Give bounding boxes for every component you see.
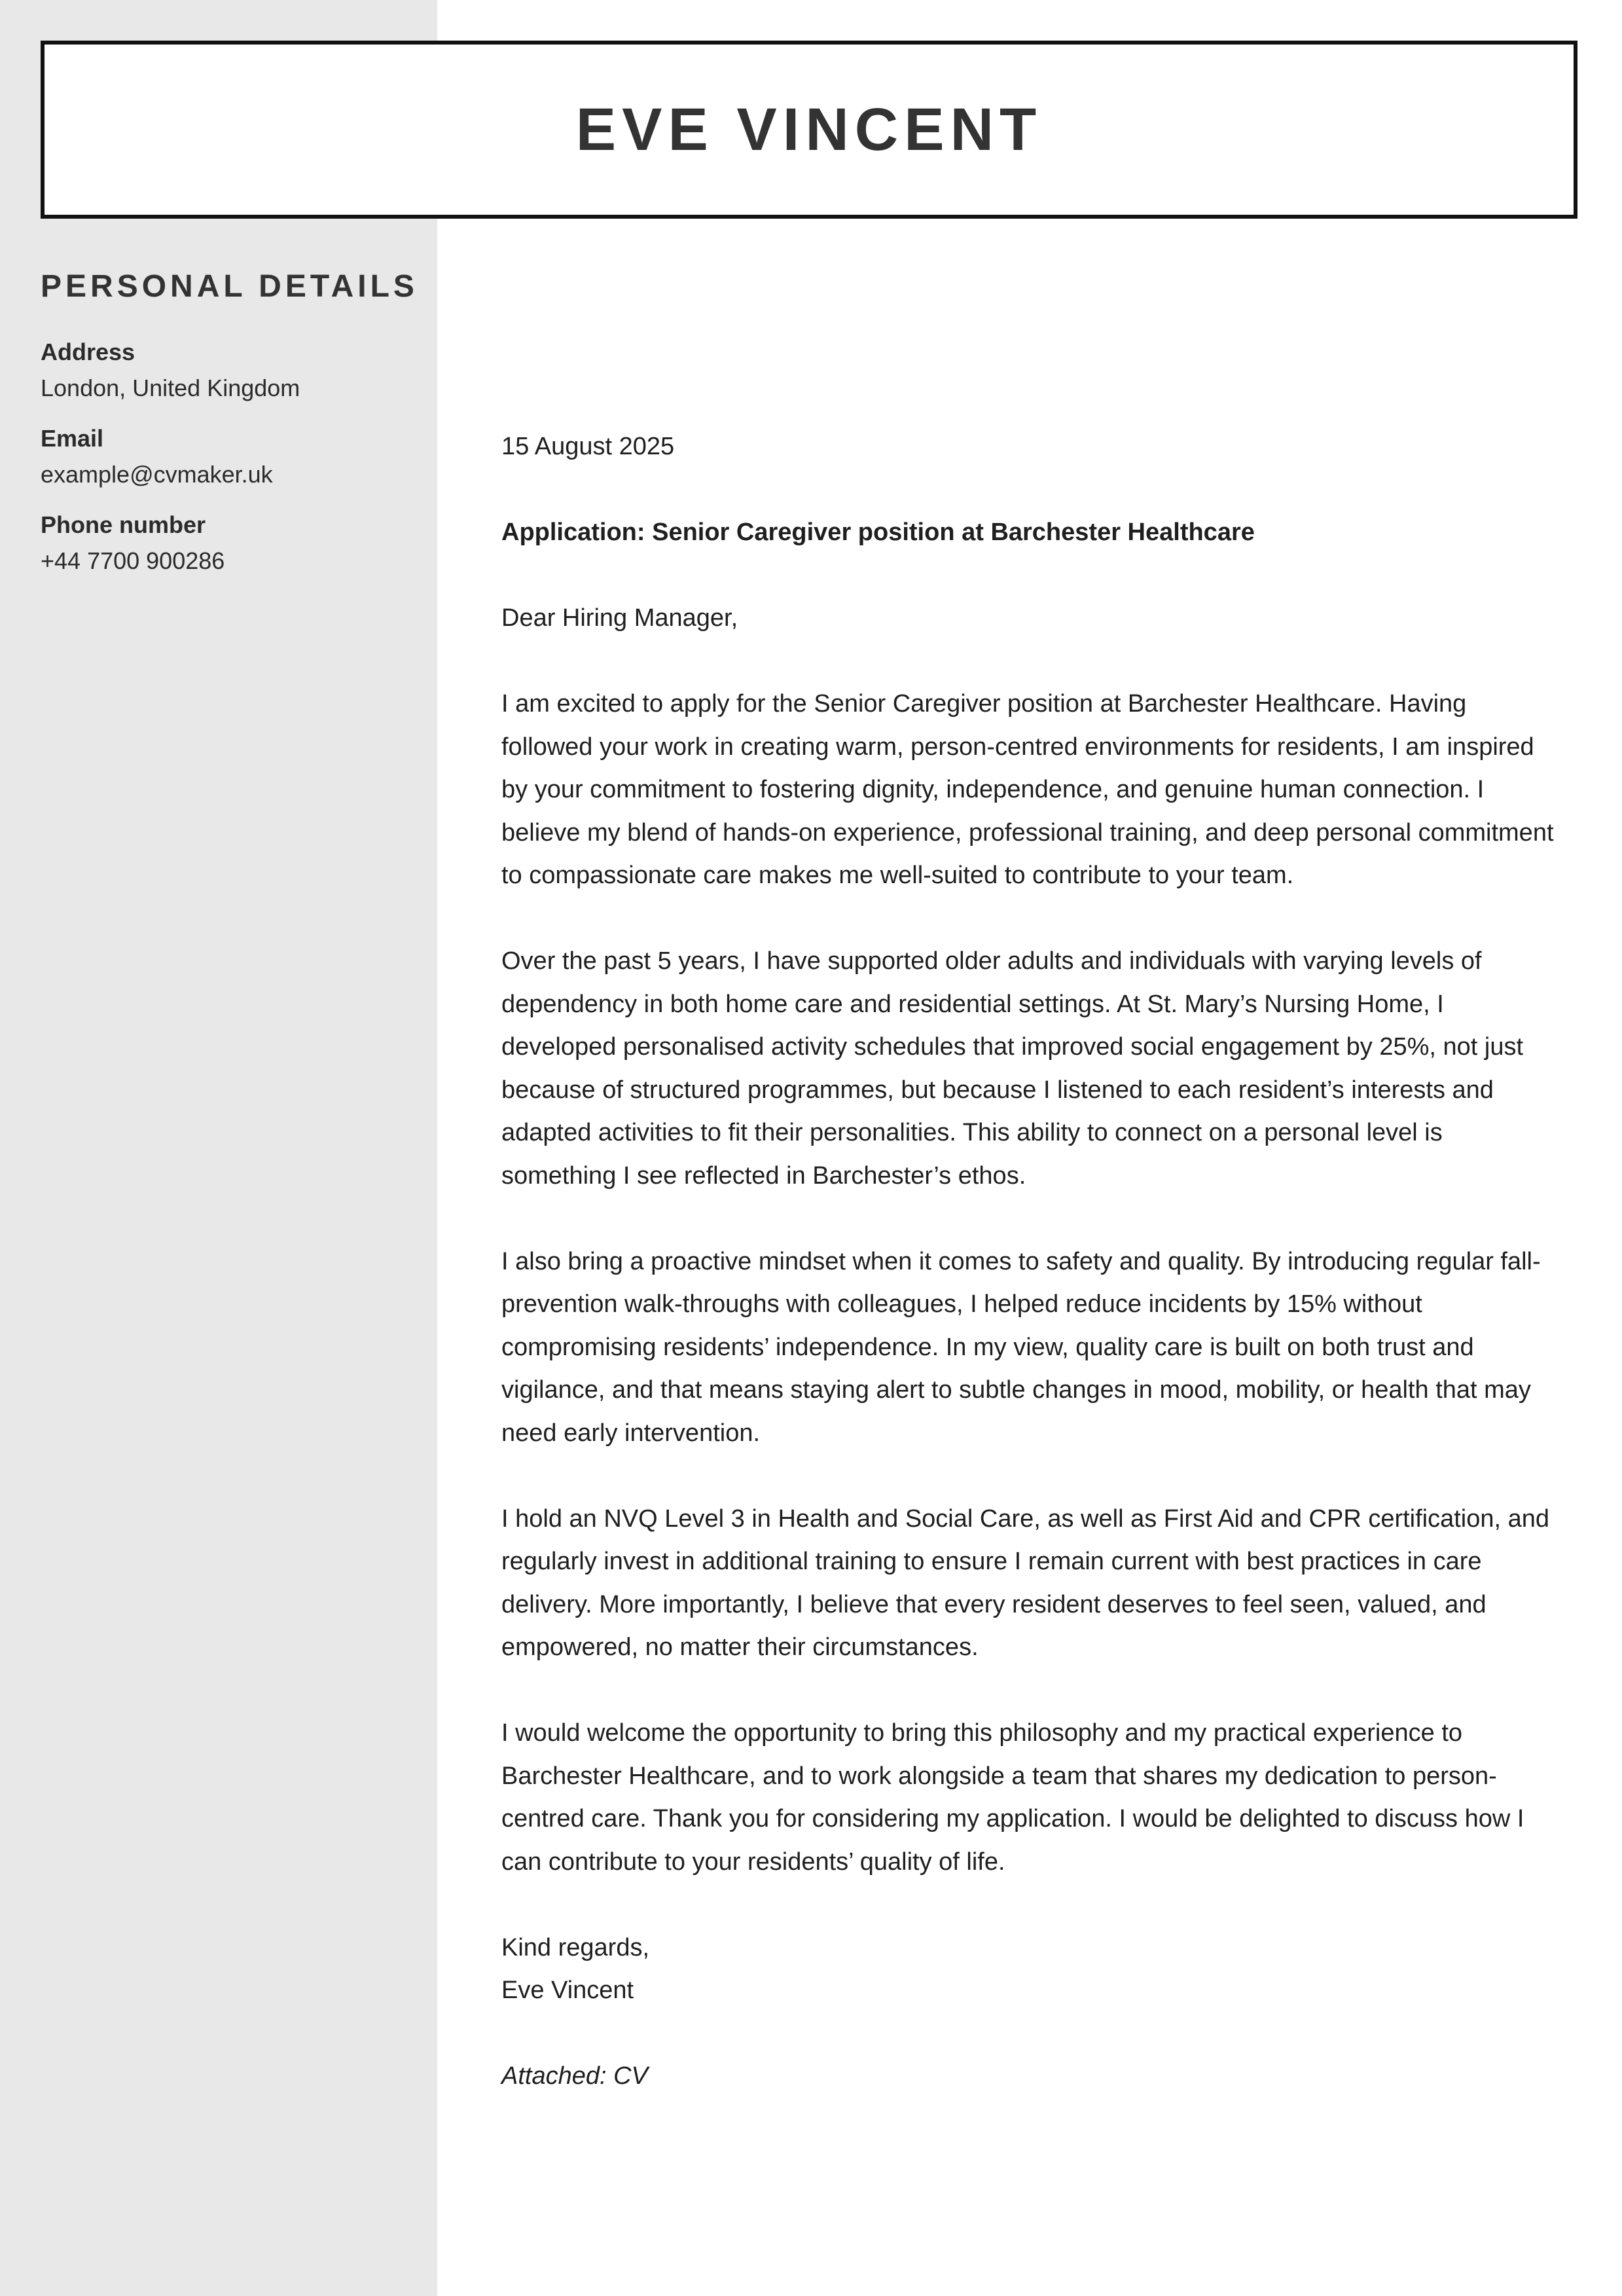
name-header-box (41, 41, 1577, 219)
letter-signoff (501, 1927, 1562, 2013)
address-label: Address (41, 338, 135, 365)
address-value: London, United Kingdom (41, 374, 300, 401)
personal-details-heading: PERSONAL DETAILS (41, 269, 418, 304)
personal-details-section (41, 268, 420, 594)
email-label: Email (41, 425, 104, 452)
letter-closing: Kind regards, (501, 1933, 650, 1961)
cover-letter-body (501, 426, 1562, 2141)
letter-subject: Application: Senior Caregiver position at Barchester Healthcare (501, 519, 1255, 546)
letter-salutation: Dear Hiring Manager, (501, 604, 738, 632)
letter-paragraph-5: I would welcome the opportunity to bring this philosophy and my practical experience to Barchester Healthcare, and to work alongside a team that shares my dedication to person-centred care. Thank you for considering my application. I would be delighted to discuss how I can contribute to your residents’ quality of life. (501, 1719, 1524, 1876)
letter-date: 15 August 2025 (501, 433, 675, 460)
letter-paragraph-1: I am excited to apply for the Senior Caregiver position at Barchester Healthcare. Having followed your work in creating warm, person-centred environments for residents, I am inspired by your commitment to fostering dignity, independence, and genuine human connection. I believe my blend of hands-on experience, professional training, and deep personal commitment to compassionate care makes me well-suited to contribute to your team. (501, 690, 1554, 889)
letter-attachment: Attached: CV (501, 2062, 648, 2090)
phone-label: Phone number (41, 511, 206, 538)
phone-value: +44 7700 900286 (41, 547, 225, 574)
letter-signature: Eve Vincent (501, 1977, 634, 2004)
letter-paragraph-4: I hold an NVQ Level 3 in Health and Social Care, as well as First Aid and CPR certification, and regularly invest in additional training to ensure I remain current with best practices in care delivery. More importantly, I believe that every resident deserves to feel seen, valued, and empowered, no matter their circumstances. (501, 1504, 1550, 1661)
letter-paragraph-3: I also bring a proactive mindset when it comes to safety and quality. By introducing regular fall-prevention walk-throughs with colleagues, I helped reduce incidents by 15% without compromising residents’ independence. In my view, quality care is built on both trust and vigilance, and that means staying alert to subtle changes in mood, mobility, or health that may need early intervention. (501, 1247, 1541, 1447)
candidate-name: EVE VINCENT (575, 96, 1043, 163)
email-value: example@cvmaker.uk (41, 461, 273, 488)
letter-paragraph-2: Over the past 5 years, I have supported older adults and individuals with varying levels of dependency in both home care and residential settings. At St. Mary’s Nursing Home, I developed personalised activity schedules that improved social engagement by 25%, not just because of structured programmes, but because I listened to each resident’s interests and adapted activities to fit their personalities. This ability to connect on a personal level is something I see reflected in Barchester’s ethos. (501, 947, 1524, 1190)
